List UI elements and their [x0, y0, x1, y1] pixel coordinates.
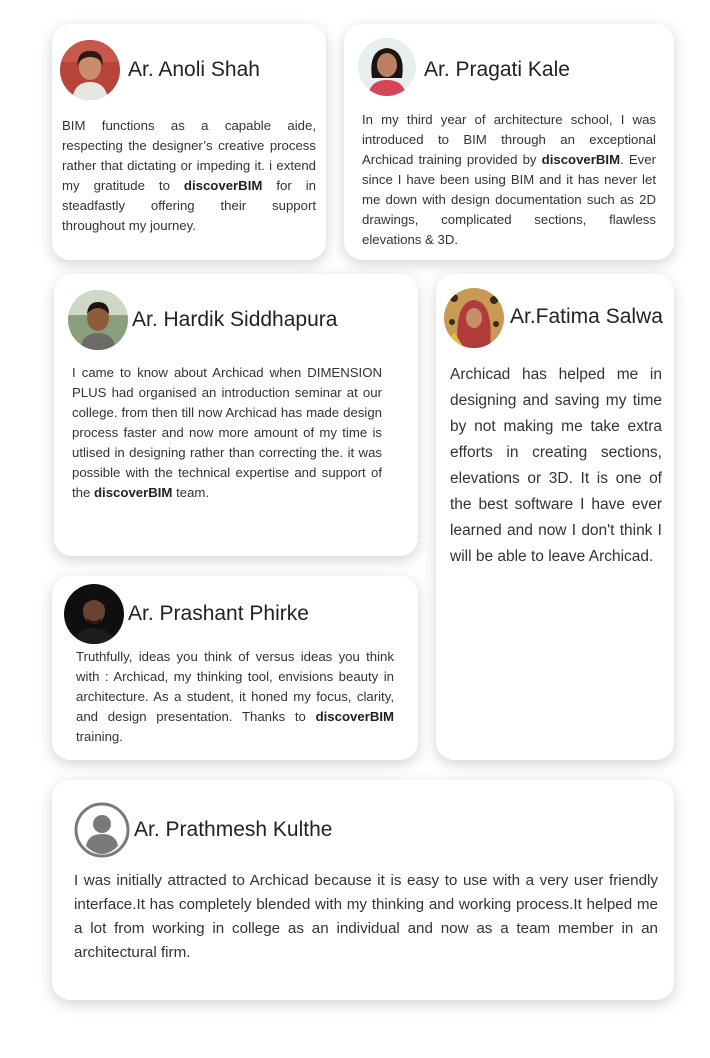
testimonial-text: BIM functions as a capable aide, respecting the designer’s creative process rather that dictating or impeding it. i extend my gratitude to discoverBIM for in steadfastly offering their support throughout my journey. — [62, 118, 317, 233]
person-name: Ar. Prathmesh Kulthe — [134, 818, 333, 841]
testimonial-text: Truthfully, ideas you think of versus ideas you think with : Archicad, my thinking tool, envisions beauty in architecture. As a student, it honed my focus, clarity, and design presentation. Thanks to discoverBIM training. — [76, 649, 394, 744]
user-icon — [74, 802, 130, 858]
testimonial-text: I was initially attracted to Archicad because it is easy to use with a very user friendly interface.It has completely blended with my thinking and working process.It helped me a lot from working in college as an individual and now as a team member in an architectural firm. — [74, 872, 658, 961]
testimonial-card — [52, 780, 674, 1000]
testimonial-text: In my third year of architecture school, I was introduced to BIM through an exceptional Archicad training provided by discoverBIM. Ever since I have been using BIM and it has never let me down with design documentation such as 2D drawings, complicated sections, flawless elevations & 3D. — [362, 112, 656, 247]
testimonial-text: Archicad has helped me in designing and saving my time by not making me take extra efforts in creating sections, elevations or 3D. It is one of the best software I have ever learned and now I don't think I will be able to leave Archicad. — [450, 366, 662, 565]
person-name: Ar. Anoli Shah — [128, 58, 260, 81]
person-name: Ar. Prashant Phirke — [128, 602, 309, 625]
avatar — [358, 38, 416, 96]
person-name: Ar. Hardik Siddhapura — [132, 308, 338, 331]
avatar — [64, 584, 124, 644]
testimonial-text: I came to know about Archicad when DIMENSION PLUS had organised an introduction seminar at our college. from then till now Archicad has made design process faster and now more amount of my time is utlised in designing rather than correcting the. it was possible with the technical expertise and support of the discoverBIM team. — [72, 365, 382, 500]
testimonial-card — [52, 576, 418, 760]
avatar — [444, 288, 504, 348]
person-name: Ar. Pragati Kale — [424, 58, 570, 81]
testimonial-card — [54, 274, 418, 556]
testimonial-card — [344, 24, 674, 260]
avatar — [68, 290, 128, 350]
avatar — [60, 40, 120, 100]
testimonial-card — [52, 24, 326, 260]
person-name: Ar.Fatima Salwa — [510, 305, 663, 328]
testimonial-card — [436, 274, 674, 760]
